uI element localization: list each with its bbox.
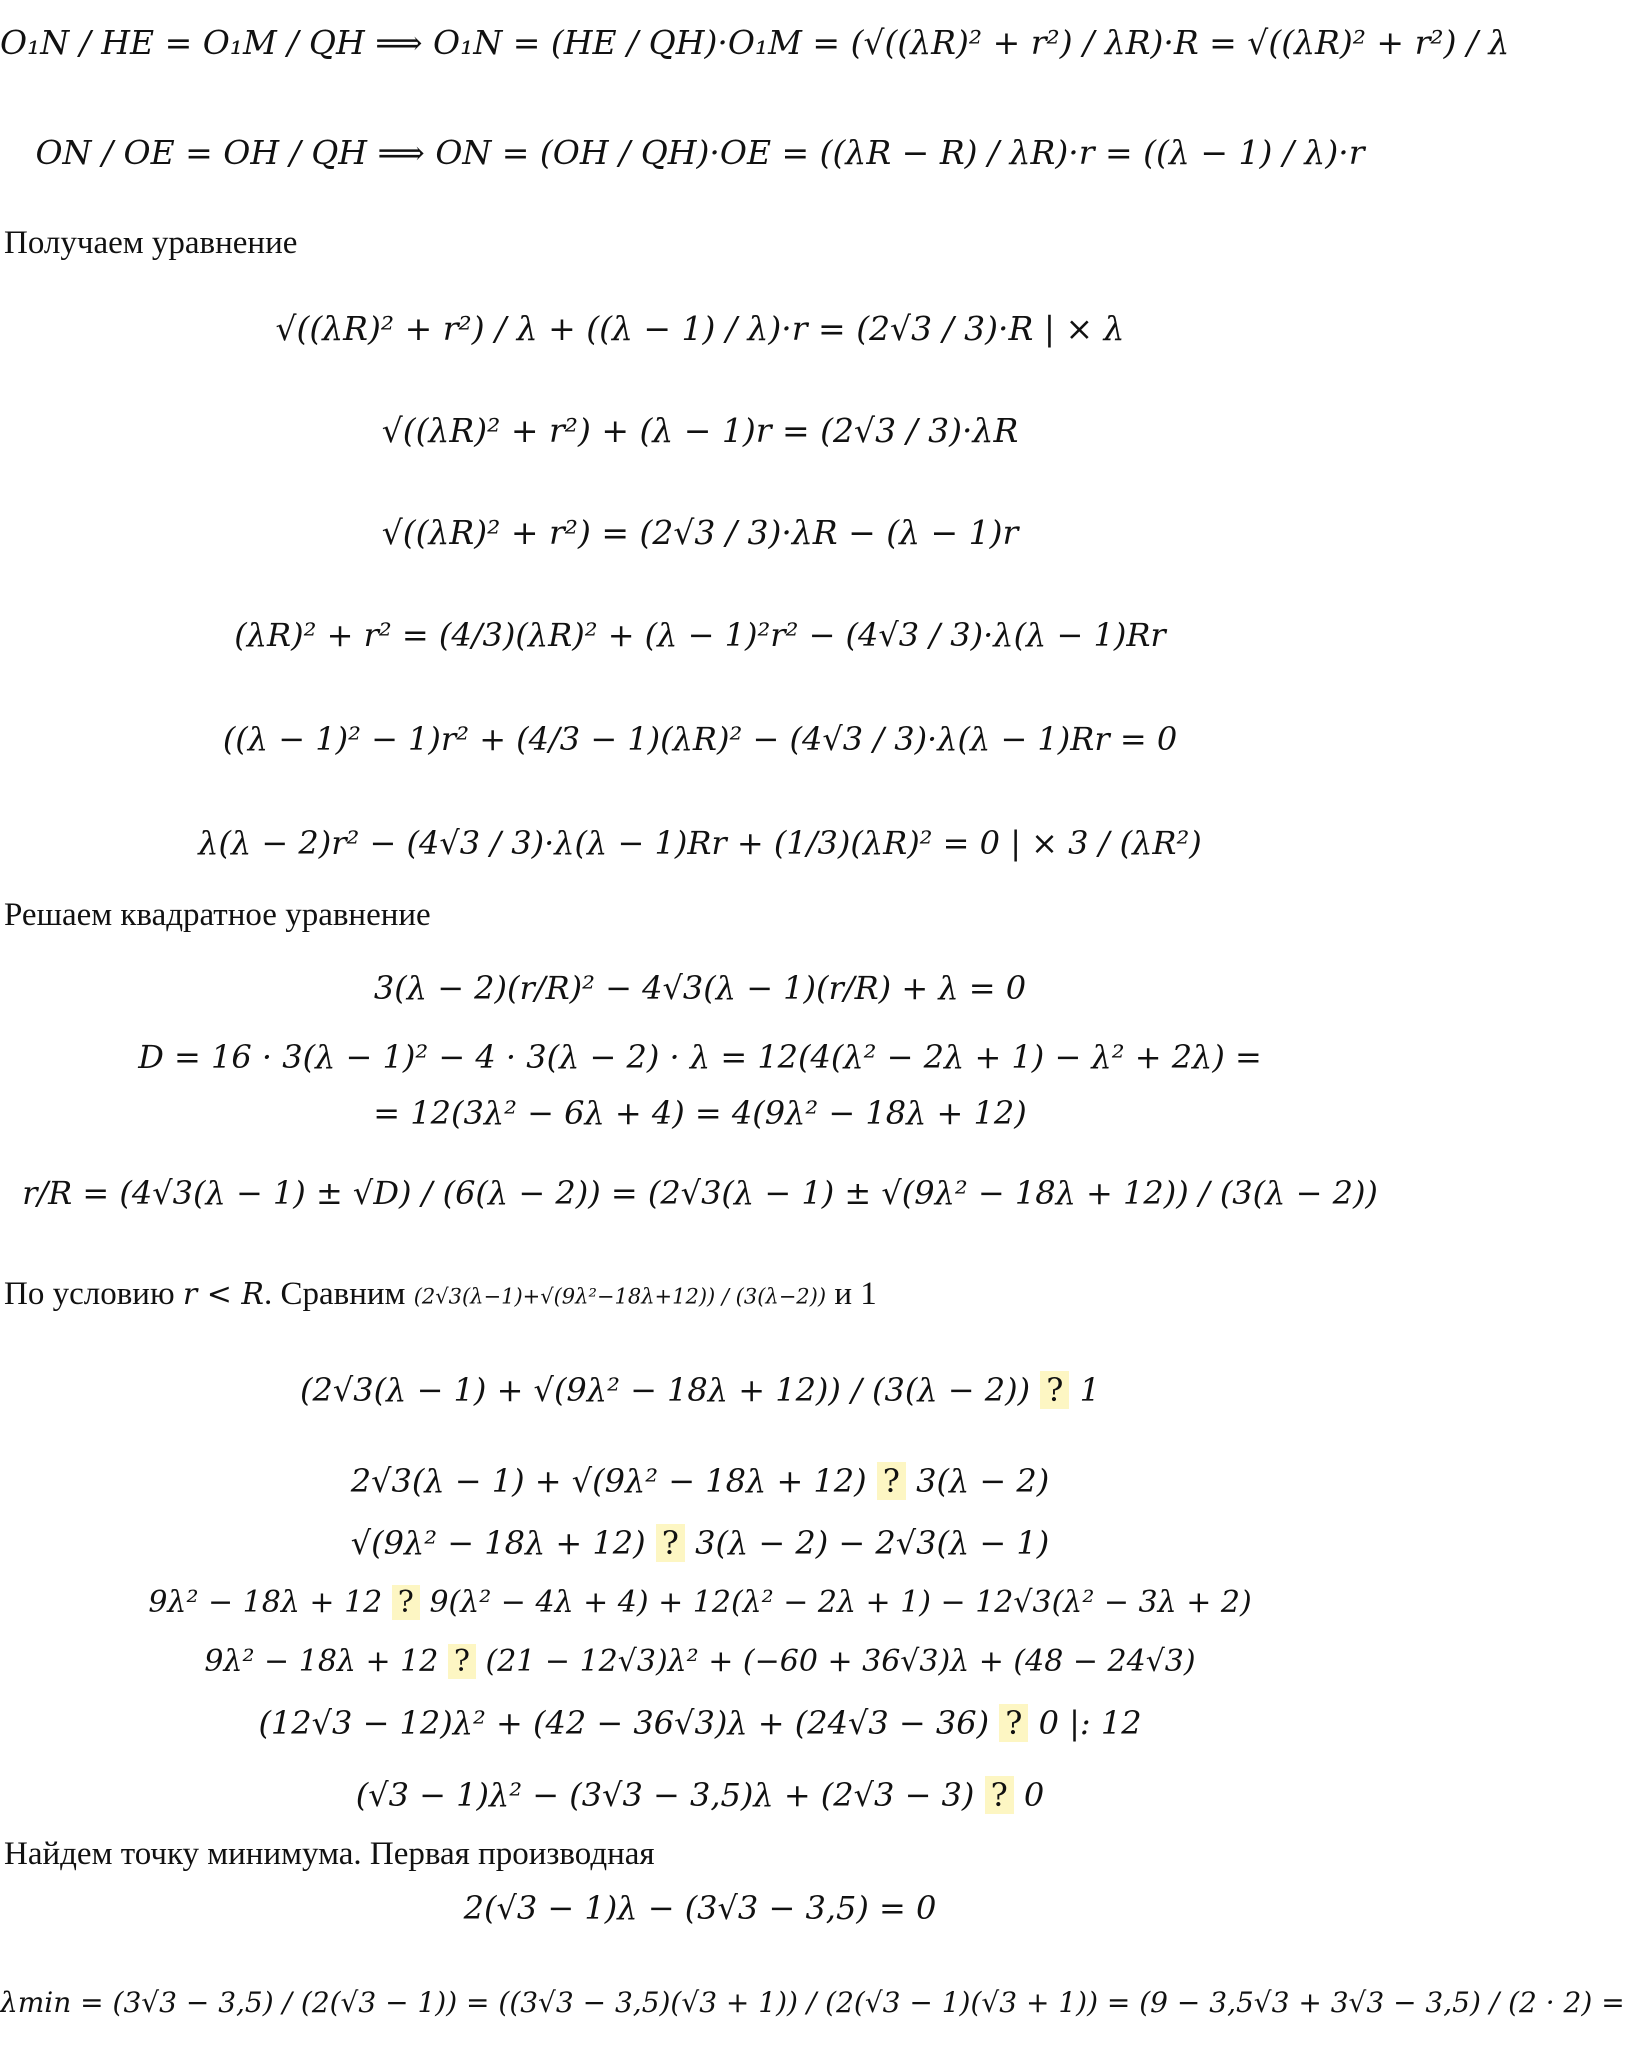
text-fragment: и 1 [834,1276,877,1312]
equation-line: O₁N / HE = O₁M / QH ⟹ O₁N = (HE / QH)·O₁M = (√((λR)² + r²) / λR)·R = √((λR)² + r²) / λ [0,23,1510,62]
paragraph-text: Получаем уравнение [4,225,298,261]
equation-line: = 12(3λ² − 6λ + 4) = 4(9λ² − 18λ + 12) [373,1094,1027,1132]
comparison-line [0,1700,1400,1746]
comparison-rhs: 3(λ − 2) [916,1462,1050,1500]
comparison-lhs: 2√3(λ − 1) + √(9λ² − 18λ + 12) [350,1462,867,1500]
equation-line: ((λ − 1)² − 1)r² + (4/3 − 1)(λR)² − (4√3 / 3)·λ(λ − 1)Rr = 0 [222,720,1178,758]
comparison-lhs: (12√3 − 12)λ² + (42 − 36√3)λ + (24√3 − 36) [258,1704,990,1742]
question-mark-highlight: ? [1040,1371,1069,1409]
comparison-line [0,1580,1400,1626]
equation-line: 2(√3 − 1)λ − (3√3 − 3,5) = 0 [463,1889,937,1927]
comparison-line [0,1458,1400,1504]
paragraph-text: Найдем точку минимума. Первая производная [4,1836,655,1872]
equation-line: ON / OE = OH / QH ⟹ ON = (OH / QH)·OE = ((λR − R) / λR)·r = ((λ − 1) / λ)·r [35,133,1365,172]
text-fragment: . Сравним [263,1276,406,1312]
equation-line: D = 16 · 3(λ − 1)² − 4 · 3(λ − 2) · λ = 12(4(λ² − 2λ + 1) − λ² + 2λ) = [138,1038,1262,1076]
equation-line: (λR)² + r² = (4/3)(λR)² + (λ − 1)²r² − (4√3 / 3)·λ(λ − 1)Rr [234,616,1166,654]
equation-line: λmin = (3√3 − 3,5) / (2(√3 − 1)) = ((3√3 − 3,5)(√3 + 1)) / (2(√3 − 1)(√3 + 1)) = (9 − 3,5√3 + 3√3 − 3,5) / (2 · 2) = [0,1986,1625,2019]
question-mark-highlight: ? [392,1585,420,1620]
comparison-line [0,1639,1400,1685]
comparison-lhs: 9λ² − 18λ + 12 [204,1644,439,1679]
question-mark-highlight: ? [999,1704,1028,1742]
comparison-rhs: 0 |: 12 [1038,1704,1142,1742]
inline-math: r < R [182,1277,264,1312]
question-mark-highlight: ? [656,1524,685,1562]
equation-line: r/R = (4√3(λ − 1) ± √D) / (6(λ − 2)) = (2√3(λ − 1) ± √(9λ² − 18λ + 12)) / (3(λ − 2)) [22,1174,1378,1212]
equation-line: λ(λ − 2)r² − (4√3 / 3)·λ(λ − 1)Rr + (1/3)(λR)² = 0 | × 3 / (λR²) [198,824,1202,862]
equation-line: 3(λ − 2)(r/R)² − 4√3(λ − 1)(r/R) + λ = 0 [373,969,1027,1007]
paragraph-text [4,1272,877,1318]
comparison-rhs: 0 [1023,1776,1045,1814]
comparison-rhs: 1 [1079,1371,1100,1409]
question-mark-highlight: ? [448,1644,476,1679]
comparison-line [0,1367,1400,1413]
comparison-lhs: 9λ² − 18λ + 12 [148,1585,383,1620]
question-mark-highlight: ? [877,1462,906,1500]
comparison-lhs: (√3 − 1)λ² − (3√3 − 3,5)λ + (2√3 − 3) [355,1776,975,1814]
inline-fraction: (2√3(λ−1)+√(9λ²−18λ+12)) / (3(λ−2)) [413,1284,827,1309]
comparison-line [0,1520,1400,1566]
comparison-rhs: 9(λ² − 4λ + 4) + 12(λ² − 2λ + 1) − 12√3(λ² − 3λ + 2) [429,1585,1252,1620]
text-fragment: По условию [4,1276,175,1312]
comparison-line [0,1772,1400,1818]
equation-line: √((λR)² + r²) / λ + ((λ − 1) / λ)·r = (2√3 / 3)·R | × λ [275,309,1125,348]
paragraph-text: Решаем квадратное уравнение [4,897,431,933]
question-mark-highlight: ? [985,1776,1014,1814]
comparison-lhs: √(9λ² − 18λ + 12) [350,1524,646,1562]
comparison-lhs: (2√3(λ − 1) + √(9λ² − 18λ + 12)) / (3(λ − 2)) [300,1371,1031,1409]
comparison-rhs: (21 − 12√3)λ² + (−60 + 36√3)λ + (48 − 24√3) [485,1644,1196,1679]
equation-line: √((λR)² + r²) + (λ − 1)r = (2√3 / 3)·λR [381,411,1019,450]
comparison-rhs: 3(λ − 2) − 2√3(λ − 1) [695,1524,1050,1562]
equation-line: √((λR)² + r²) = (2√3 / 3)·λR − (λ − 1)r [381,513,1019,552]
